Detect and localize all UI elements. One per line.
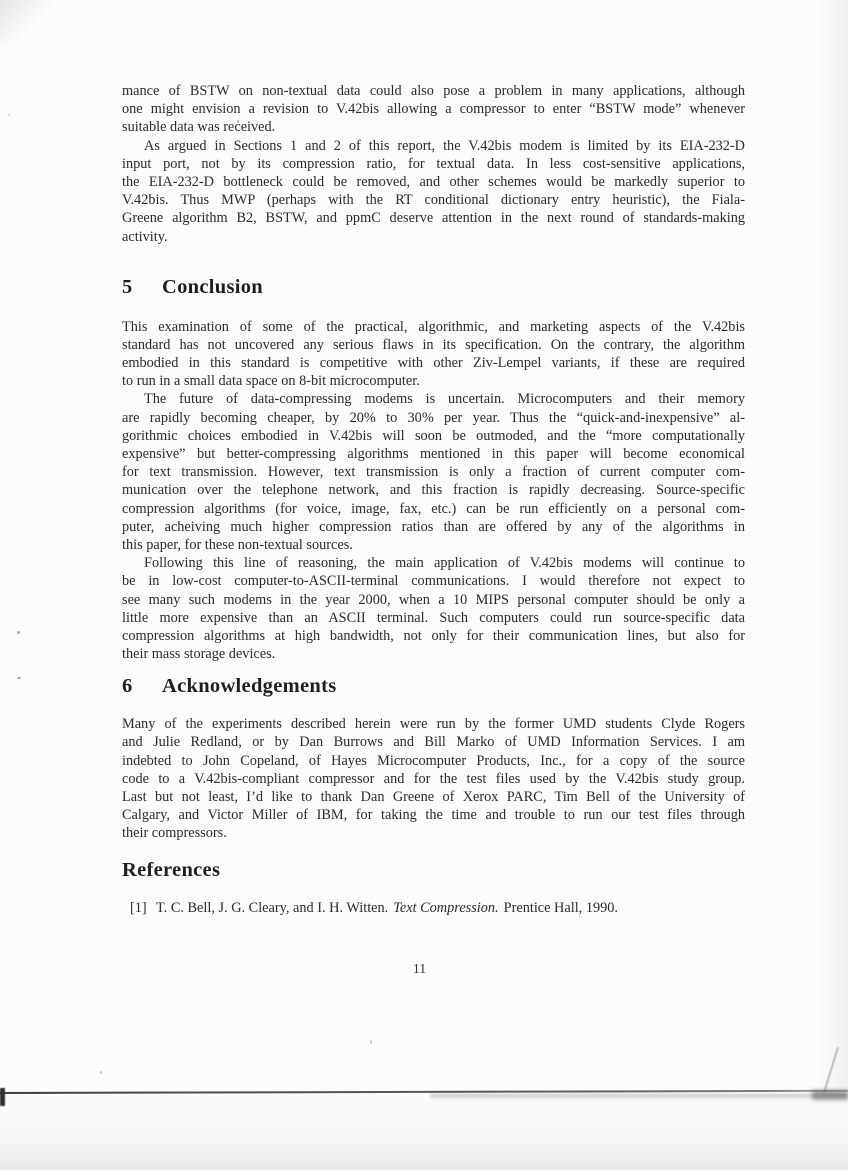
paragraph-conclusion-1 (122, 318, 745, 391)
text-line: standard has not uncovered any serious flaws in its specification. On the contrary, the algorithm (122, 336, 745, 353)
text-line: and Julie Redland, or by Dan Burrows and Bill Marko of UMD Information Services. I am (122, 734, 745, 751)
paragraph-conclusion-2 (122, 390, 745, 554)
scanner-background (0, 1094, 848, 1170)
text-line: indebted to John Copeland, of Hayes Microcomputer Products, Inc., for a copy of the source (122, 752, 745, 769)
section-title: Conclusion (162, 275, 263, 298)
references-heading: References (122, 858, 221, 881)
scan-speck (237, 120, 239, 123)
text-line: suitable data was received. (122, 119, 276, 136)
text-line: This examination of some of the practical, algorithmic, and marketing aspects of the V.42bis (122, 318, 745, 335)
reference-work-title: Text Compression. (393, 899, 499, 916)
text-line: their compressors. (122, 825, 227, 842)
text-line: one might envision a revision to V.42bis allowing a compressor to enter “BSTW mode” whenever (122, 101, 745, 118)
text-line: Greene algorithm B2, BSTW, and ppmC deserve attention in the next round of standards-making (122, 210, 745, 227)
text-line: puter, acheiving much higher compression ratios than are offered by any of the algorithms in (122, 518, 745, 535)
scan-speck (17, 677, 21, 679)
scan-speck (17, 631, 20, 634)
text-line: Last but not least, I’d like to thank Dan Greene of Xerox PARC, Tim Bell of the University of (122, 789, 745, 805)
paragraph-intro-2 (122, 137, 745, 246)
section-number: 5 (122, 275, 133, 298)
paragraph-acknowledgements (122, 715, 745, 842)
text-line: the EIA-232-D bottleneck could be removed, and other schemes would be markedly superior to (122, 173, 745, 190)
reference-item-1 (122, 899, 745, 917)
text-line: their mass storage devices. (122, 646, 276, 663)
section-heading-acknowledgements (122, 671, 745, 701)
text-line: Following this line of reasoning, the main application of V.42bis modems will continue to (144, 555, 745, 572)
scan-speck (100, 1071, 102, 1074)
text-line: expensive” but better-compressing algorithms mentioned in this paper will become economical (122, 446, 745, 462)
page-number: 11 (412, 960, 427, 976)
page-text-column (122, 0, 745, 977)
text-line: to run in a small data space on 8-bit microcomputer. (122, 373, 420, 390)
text-line: see many such modems in the year 2000, when a 10 MIPS personal computer should be only a (122, 591, 745, 608)
page-corner-shadow (812, 1090, 848, 1100)
text-line: gorithmic choices embodied in V.42bis will soon be outmoded, and the “more computationally (122, 427, 745, 444)
reference-publisher: Prentice Hall, 1990. (503, 899, 618, 916)
text-line: activity. (122, 228, 168, 245)
text-line: are rapidly becoming cheaper, by 20% to 30% per year. Thus the “quick-and-inexpensive” al- (122, 409, 745, 426)
reference-text (156, 899, 618, 917)
text-line: input port, not by its compression ratio, for textual data. In less cost-sensitive applications, (122, 155, 745, 172)
text-line: Many of the experiments described herein were run by the former UMD students Clyde Rogers (122, 716, 745, 733)
scan-speck (8, 114, 10, 116)
text-line: embodied in this standard is competitive with other Ziv-Lempel variants, if these are required (122, 355, 745, 372)
text-line: compression algorithms at high bandwidth, not only for their communication lines, but also for (122, 627, 745, 644)
section-heading-conclusion (122, 272, 745, 302)
section-number: 6 (122, 675, 133, 698)
text-line: code to a V.42bis-compliant compressor and for the test files used by the V.42bis study group. (122, 770, 745, 787)
text-line: mance of BSTW on non-textual data could also pose a problem in many applications, although (122, 83, 745, 99)
text-line: As argued in Sections 1 and 2 of this report, the V.42bis modem is limited by its EIA-232-D (144, 137, 745, 154)
text-line: this paper, for these non-textual sources. (122, 536, 353, 553)
text-line: Calgary, and Victor Miller of IBM, for taking the time and trouble to run our test files through (122, 807, 745, 824)
section-title: Acknowledgements (162, 675, 337, 698)
page-edge-shadow (430, 1094, 848, 1100)
text-line: munication over the telephone network, and this fraction is rapidly decreasing. Source-specific (122, 482, 745, 499)
text-line: for text transmission. However, text transmission is only a fraction of current computer com- (122, 464, 745, 481)
scan-left-edge-mark (0, 1088, 5, 1106)
text-line: V.42bis. Thus MWP (perhaps with the RT conditional dictionary entry heuristic), the Fiala- (122, 192, 745, 209)
text-line: compression algorithms (for voice, image, fax, etc.) can be run efficiently on a personal com- (122, 500, 745, 517)
text-line: be in low-cost computer-to-ASCII-terminal communications. I would therefore not expect to (122, 573, 745, 590)
scan-speck (370, 1040, 372, 1044)
reference-label: [1] (130, 899, 147, 916)
text-line: little more expensive than an ASCII terminal. Such computers could run source-specific data (122, 609, 745, 626)
paragraph-conclusion-3 (122, 554, 745, 663)
reference-authors: T. C. Bell, J. G. Cleary, and I. H. Witten. (156, 899, 389, 916)
scan-corner-smudge (0, 0, 60, 50)
paragraph-intro-continuation (122, 82, 745, 137)
scan-right-edge-shading (818, 0, 848, 1092)
text-line: The future of data-compressing modems is uncertain. Microcomputers and their memory (144, 391, 745, 408)
